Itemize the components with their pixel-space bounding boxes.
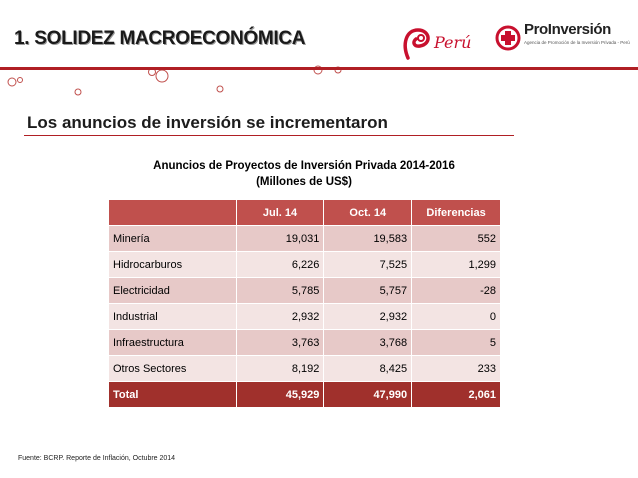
oct-cell: 19,583 [324,226,412,252]
header-blank [109,200,237,226]
subtitle-divider [24,135,514,136]
header-divider [0,67,638,70]
diff-cell: 5 [412,330,501,356]
peru-logo-text: Perú [434,33,472,52]
jul-cell: 6,226 [236,252,324,278]
sector-cell: Industrial [109,304,237,330]
jul-cell: 5,785 [236,278,324,304]
diff-cell: 1,299 [412,252,501,278]
header-jul: Jul. 14 [236,200,324,226]
table-title-line1: Anuncios de Proyectos de Inversión Privada 2014-2016 [153,160,455,172]
oct-cell: 7,525 [324,252,412,278]
sector-cell: Otros Sectores [109,356,237,382]
sector-cell: Electricidad [109,278,237,304]
sector-cell: Infraestructura [109,330,237,356]
table-row [109,356,501,382]
table-row [109,304,501,330]
table-row [109,226,501,252]
oct-cell: 8,425 [324,356,412,382]
peru-logo [400,24,482,64]
oct-cell: 3,768 [324,330,412,356]
table-row [109,252,501,278]
investment-table [108,199,501,408]
jul-cell: 3,763 [236,330,324,356]
oct-cell: 2,932 [324,304,412,330]
diff-cell: -28 [412,278,501,304]
sector-cell: Hidrocarburos [109,252,237,278]
diff-cell: 552 [412,226,501,252]
total-diff: 2,061 [412,382,501,408]
proinversion-tagline: Agencia de Promoción de la Inversión Privada - Perú [524,40,630,45]
jul-cell: 2,932 [236,304,324,330]
jul-cell: 19,031 [236,226,324,252]
diff-cell: 0 [412,304,501,330]
sector-cell: Minería [109,226,237,252]
total-jul: 45,929 [236,382,324,408]
total-row [109,382,501,408]
page-title: 1. SOLIDEZ MACROECONÓMICA [14,28,306,49]
jul-cell: 8,192 [236,356,324,382]
table-title [108,158,500,190]
total-label: Total [109,382,237,408]
source-note: Fuente: BCRP. Reporte de Inflación, Octubre 2014 [18,455,176,462]
oct-cell: 5,757 [324,278,412,304]
section-subtitle: Los anuncios de inversión se incrementaron [27,113,388,132]
diff-cell: 233 [412,356,501,382]
header-oct: Oct. 14 [324,200,412,226]
header-diff: Diferencias [412,200,501,226]
table-row [109,330,501,356]
table-header-row [109,200,501,226]
table-row [109,278,501,304]
table-title-line2: (Millones de US$) [256,176,352,188]
proinversion-name: ProInversión [524,21,611,38]
total-oct: 47,990 [324,382,412,408]
